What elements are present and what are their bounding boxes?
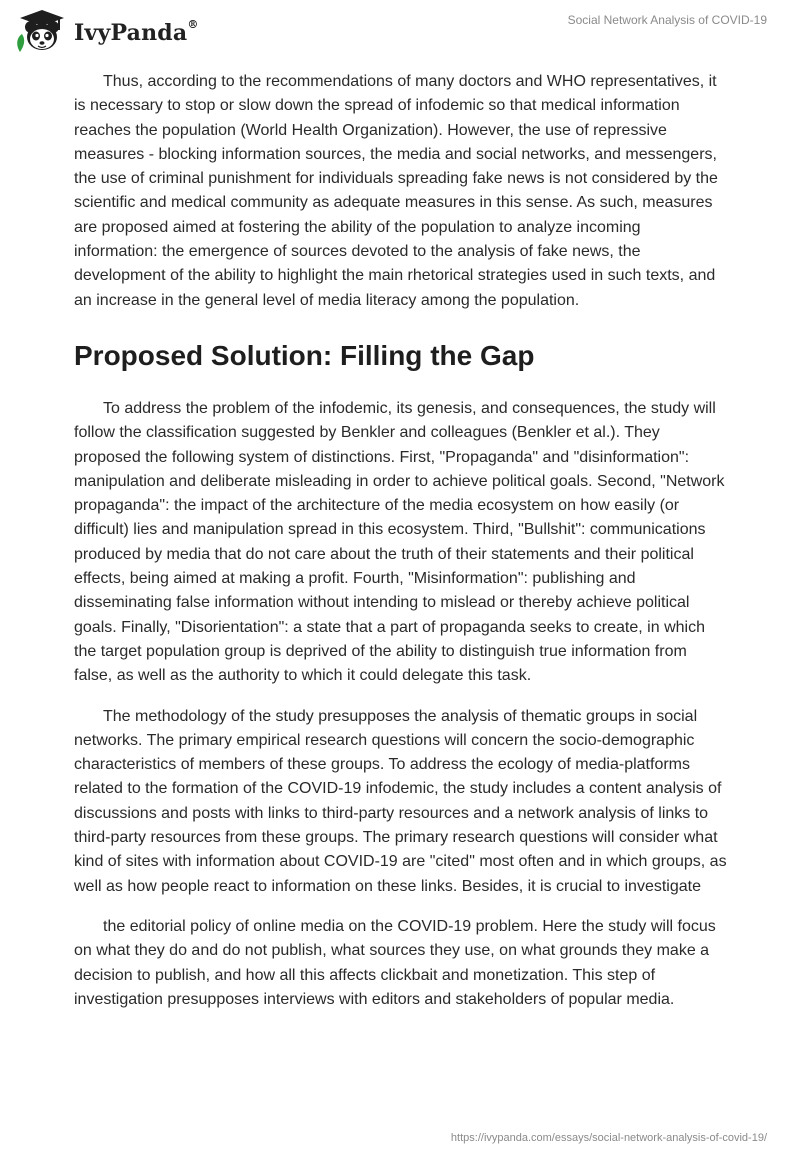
- panda-logo-icon: [14, 8, 70, 54]
- paragraph: The methodology of the study presupposes the analysis of thematic groups in social networks. The primary empirical research questions will concern the socio-demographic characteristics of members of these groups. To address the ecology of media-platforms related to the formation of the COVID-19 infodemic, the study includes a content analysis of discussions and posts with links to third-party resources and a network analysis of links to third-party resources from these groups. The primary research questions will consider what kind of sites with information about COVID-19 are "cited" most often and in which groups, as well as how people react to information on these links. Besides, it is crucial to investigate: [74, 707, 727, 895]
- paragraph: the editorial policy of online media on the COVID-19 problem. Here the study will focus on what they do and do not publish, what sources they use, on what grounds they make a decision to publish, and how all this affects clickbait and monetization. This step of investigation presupposes interviews with editors and stakeholders of popular media.: [74, 917, 716, 1008]
- paragraph: To address the problem of the infodemic, its genesis, and consequences, the study will follow the classification suggested by Benkler and colleagues (Benkler et al.). They proposed the following system of distinctions. First, "Propaganda" and "disinformation": manipulation and deliberate misleading in order to achieve political goals. Second, "Network propaganda": the impact of the architecture of the media ecosystem on how easily (or difficult) lies and manipulation spread in this ecosystem. Third, "Bullshit": communications produced by media that do not care about the truth of their statements and their political effects, being aimed at making a profit. Fourth, "Misinformation": publishing and disseminating false information without intending to mislead or thereby achieve political goals. Finally, "Disorientation": a state that a part of propaganda seeks to create, in which the target population group is deprived of the ability to distinguish true information from false, as well as the authority to which it could delegate this task.: [74, 399, 725, 685]
- essay-body: [74, 70, 728, 1012]
- ivypanda-logo[interactable]: [14, 8, 199, 54]
- brand-name: IvyPanda®: [74, 18, 199, 46]
- section-heading: Proposed Solution: Filling the Gap: [74, 339, 535, 371]
- document-title: Social Network Analysis of COVID-19: [567, 13, 767, 27]
- paragraph: Thus, according to the recommendations of many doctors and WHO representatives, it is necessary to stop or slow down the spread of infodemic so that medical information reaches the population (World Health Organization). However, the use of repressive measures - blocking information sources, the media and social networks, and messengers, the use of criminal punishment for individuals spreading fake news is not considered by the scientific and medical community as adequate measures in this sense. As such, measures are proposed aimed at fostering the ability of the population to analyze incoming information: the emergence of sources devoted to the analysis of fake news, the development of the ability to highlight the main rhetorical strategies used in such texts, and an increase in the general level of media literacy among the population.: [74, 73, 718, 309]
- page-header: [0, 0, 800, 60]
- source-url[interactable]: https://ivypanda.com/essays/social-network-analysis-of-covid-19/: [450, 1132, 767, 1144]
